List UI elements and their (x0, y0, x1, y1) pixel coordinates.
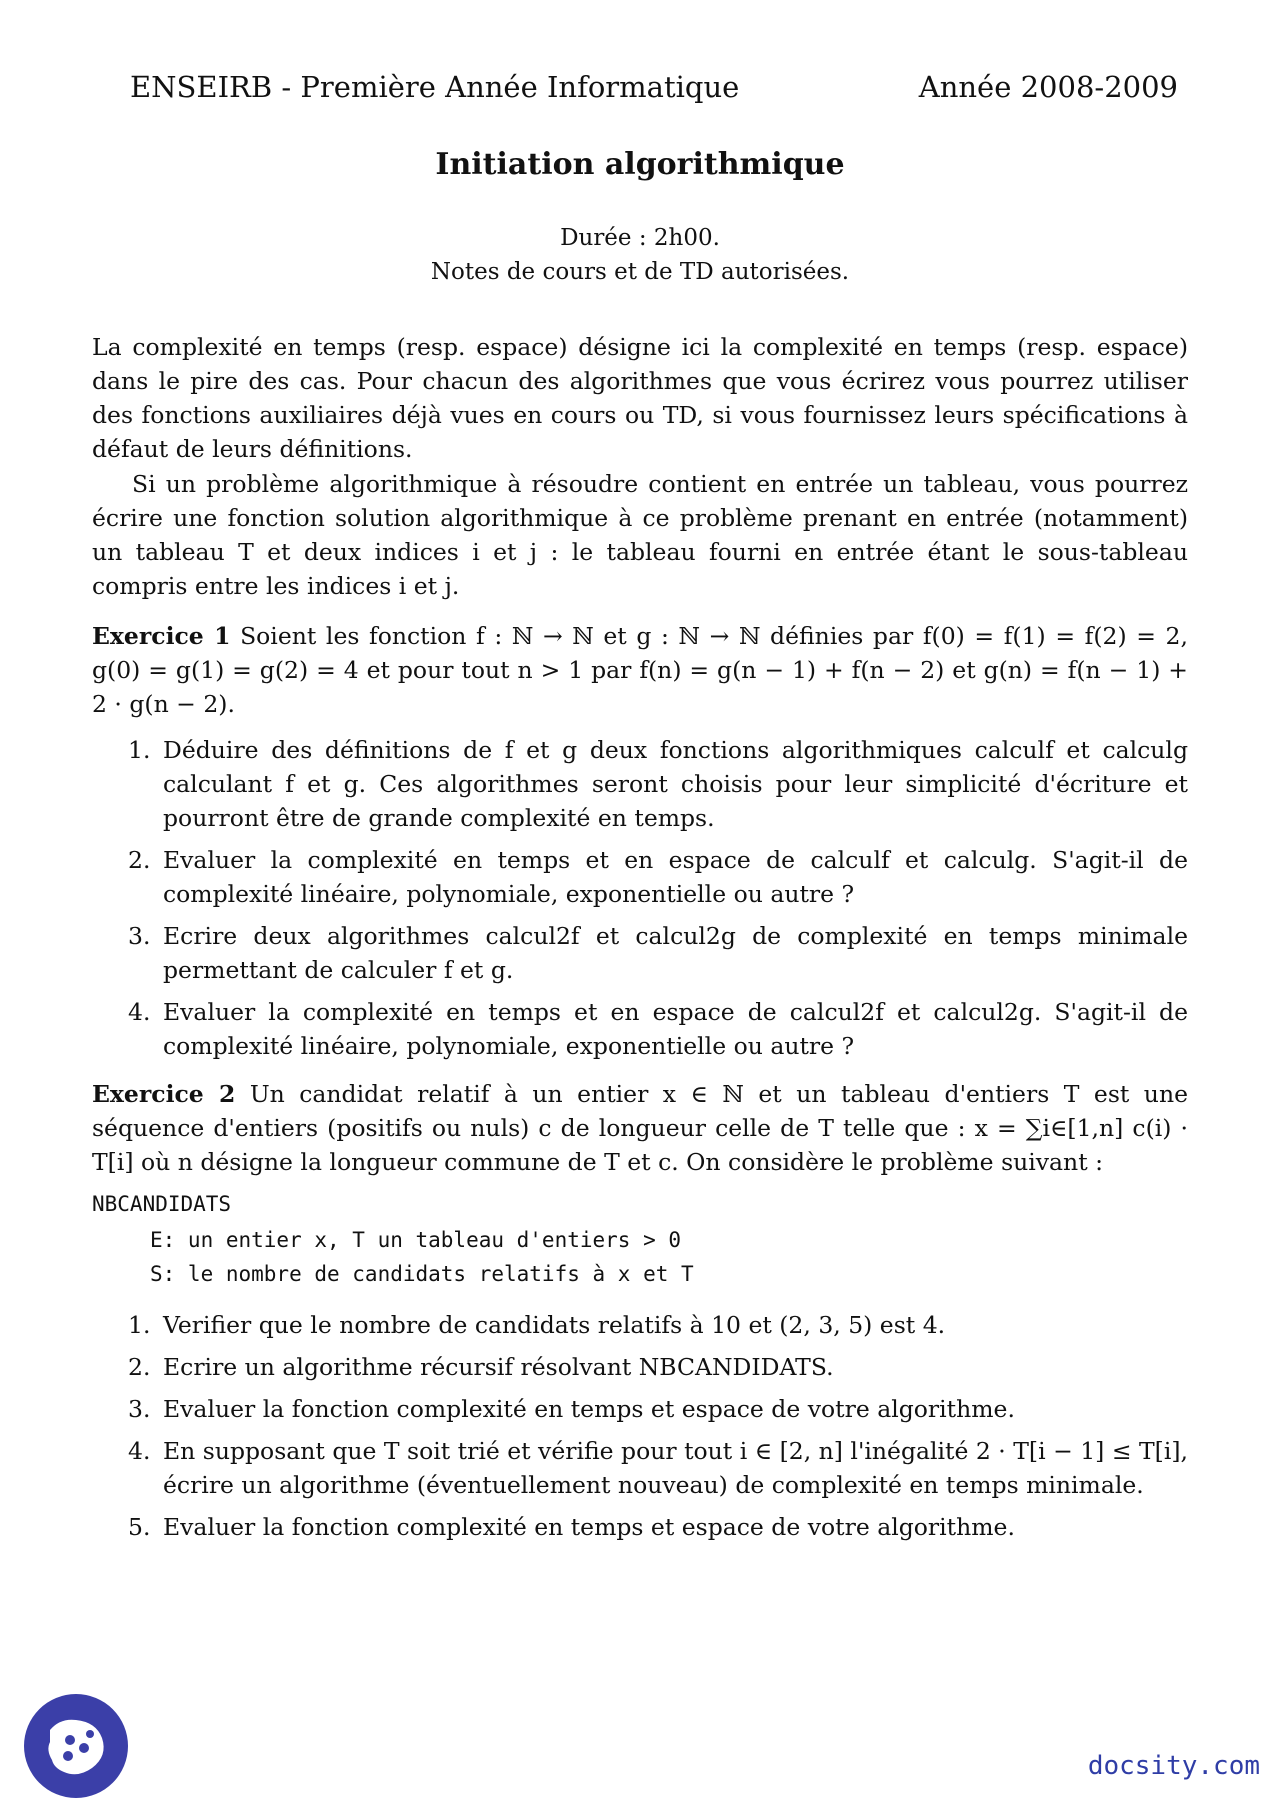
question-text: Ecrire un algorithme récursif résolvant NBCANDIDATS. (163, 1353, 834, 1381)
exercise-1-question-1 (92, 733, 1188, 835)
question-number: 5. (128, 1513, 151, 1541)
page-title: Initiation algorithmique (435, 147, 845, 182)
question-text: Evaluer la complexité en temps et en espace de calculf et calculg. S'agit-il de complexité linéaire, polynomiale, exponentielle ou autre ? (163, 846, 1188, 908)
exam-notes: Notes de cours et de TD autorisées. (430, 259, 850, 285)
problem-name: NBCANDIDATS (92, 1192, 232, 1216)
exercise-2-question-1 (92, 1308, 1188, 1342)
exercise-2-question-3 (92, 1392, 1188, 1426)
docsity-logo-icon[interactable] (20, 1690, 132, 1802)
question-text: Evaluer la fonction complexité en temps et espace de votre algorithme. (163, 1395, 1015, 1423)
exercise-2-statement (92, 1077, 1188, 1179)
exercise-2-text: Un candidat relatif à un entier x ∈ ℕ et un tableau d'entiers T est une séquence d'entiers (positifs ou nuls) c de longueur celle de T telle que : x = ∑i∈[1,n] c(i) · T[i] où n désigne la longueur commune de T et c. On considère le problème suivant : (92, 1080, 1188, 1176)
question-number: 2. (128, 1353, 151, 1381)
question-text: Evaluer la complexité en temps et en espace de calcul2f et calcul2g. S'agit-il de complexité linéaire, polynomiale, exponentielle ou autre ? (163, 998, 1188, 1060)
intro-paragraph-2: Si un problème algorithmique à résoudre contient en entrée un tableau, vous pourrez écrire une fonction solution algorithmique à ce problème prenant en entrée (notamment) un tableau T et deux indices i et j : le tableau fourni en entrée étant le sous-tableau compris entre les indices i et j. (92, 470, 1188, 600)
exercise-1-label: Exercice 1 (92, 622, 231, 650)
question-number: 1. (128, 1311, 151, 1339)
exam-duration: Durée : 2h00. (560, 225, 720, 251)
exercise-1-question-2 (92, 843, 1188, 911)
docsity-watermark[interactable]: docsity.com (1087, 1751, 1260, 1781)
exercise-1-text: Soient les fonction f : ℕ → ℕ et g : ℕ → ℕ définies par f(0) = f(1) = f(2) = 2, g(0) = g(1) = g(2) = 4 et pour tout n > 1 par f(n) = g(n − 1) + f(n − 2) et g(n) = f(n − 1) + 2 · g(n − 2). (92, 622, 1188, 718)
header-year: Année 2008-2009 (918, 70, 1178, 104)
exercise-2-questions (92, 1308, 1188, 1552)
exercise-1-question-4 (92, 995, 1188, 1063)
exercise-1-question-3 (92, 919, 1188, 987)
header-school: ENSEIRB - Première Année Informatique (130, 70, 740, 104)
question-text: En supposant que T soit trié et vérifie pour tout i ∈ [2, n] l'inégalité 2 · T[i − 1] ≤ T[i], écrire un algorithme (éventuellement nouveau) de complexité en temps minimale. (163, 1437, 1188, 1499)
question-text: Evaluer la fonction complexité en temps et espace de votre algorithme. (163, 1513, 1015, 1541)
question-text: Ecrire deux algorithmes calcul2f et calcul2g de complexité en temps minimale permettant de calculer f et g. (163, 922, 1188, 984)
exercise-2-question-5 (92, 1510, 1188, 1544)
question-number: 3. (128, 1395, 151, 1423)
question-number: 1. (128, 736, 151, 764)
question-text: Déduire des définitions de f et g deux fonctions algorithmiques calculf et calculg calculant f et g. Ces algorithmes seront choisis pour leur simplicité d'écriture et pourront être de grande complexité en temps. (163, 736, 1188, 832)
exercise-1-questions (92, 733, 1188, 1071)
question-number: 4. (128, 998, 151, 1026)
exercise-2-question-2 (92, 1350, 1188, 1384)
question-number: 4. (128, 1437, 151, 1465)
question-text: Verifier que le nombre de candidats relatifs à 10 et (2, 3, 5) est 4. (163, 1311, 946, 1339)
question-number: 2. (128, 846, 151, 874)
exercise-2-label: Exercice 2 (92, 1080, 236, 1108)
problem-input: E: un entier x, T un tableau d'entiers > 0 (150, 1228, 682, 1252)
problem-output: S: le nombre de candidats relatifs à x et T (150, 1262, 694, 1286)
exercise-2-question-4 (92, 1434, 1188, 1502)
intro-paragraph-1: La complexité en temps (resp. espace) désigne ici la complexité en temps (resp. espace) dans le pire des cas. Pour chacun des algorithmes que vous écrirez vous pourrez utiliser des fonctions auxiliaires déjà vues en cours ou TD, si vous fournissez leurs spécifications à défaut de leurs définitions. (92, 333, 1188, 463)
question-number: 3. (128, 922, 151, 950)
exercise-1-statement (92, 619, 1188, 721)
